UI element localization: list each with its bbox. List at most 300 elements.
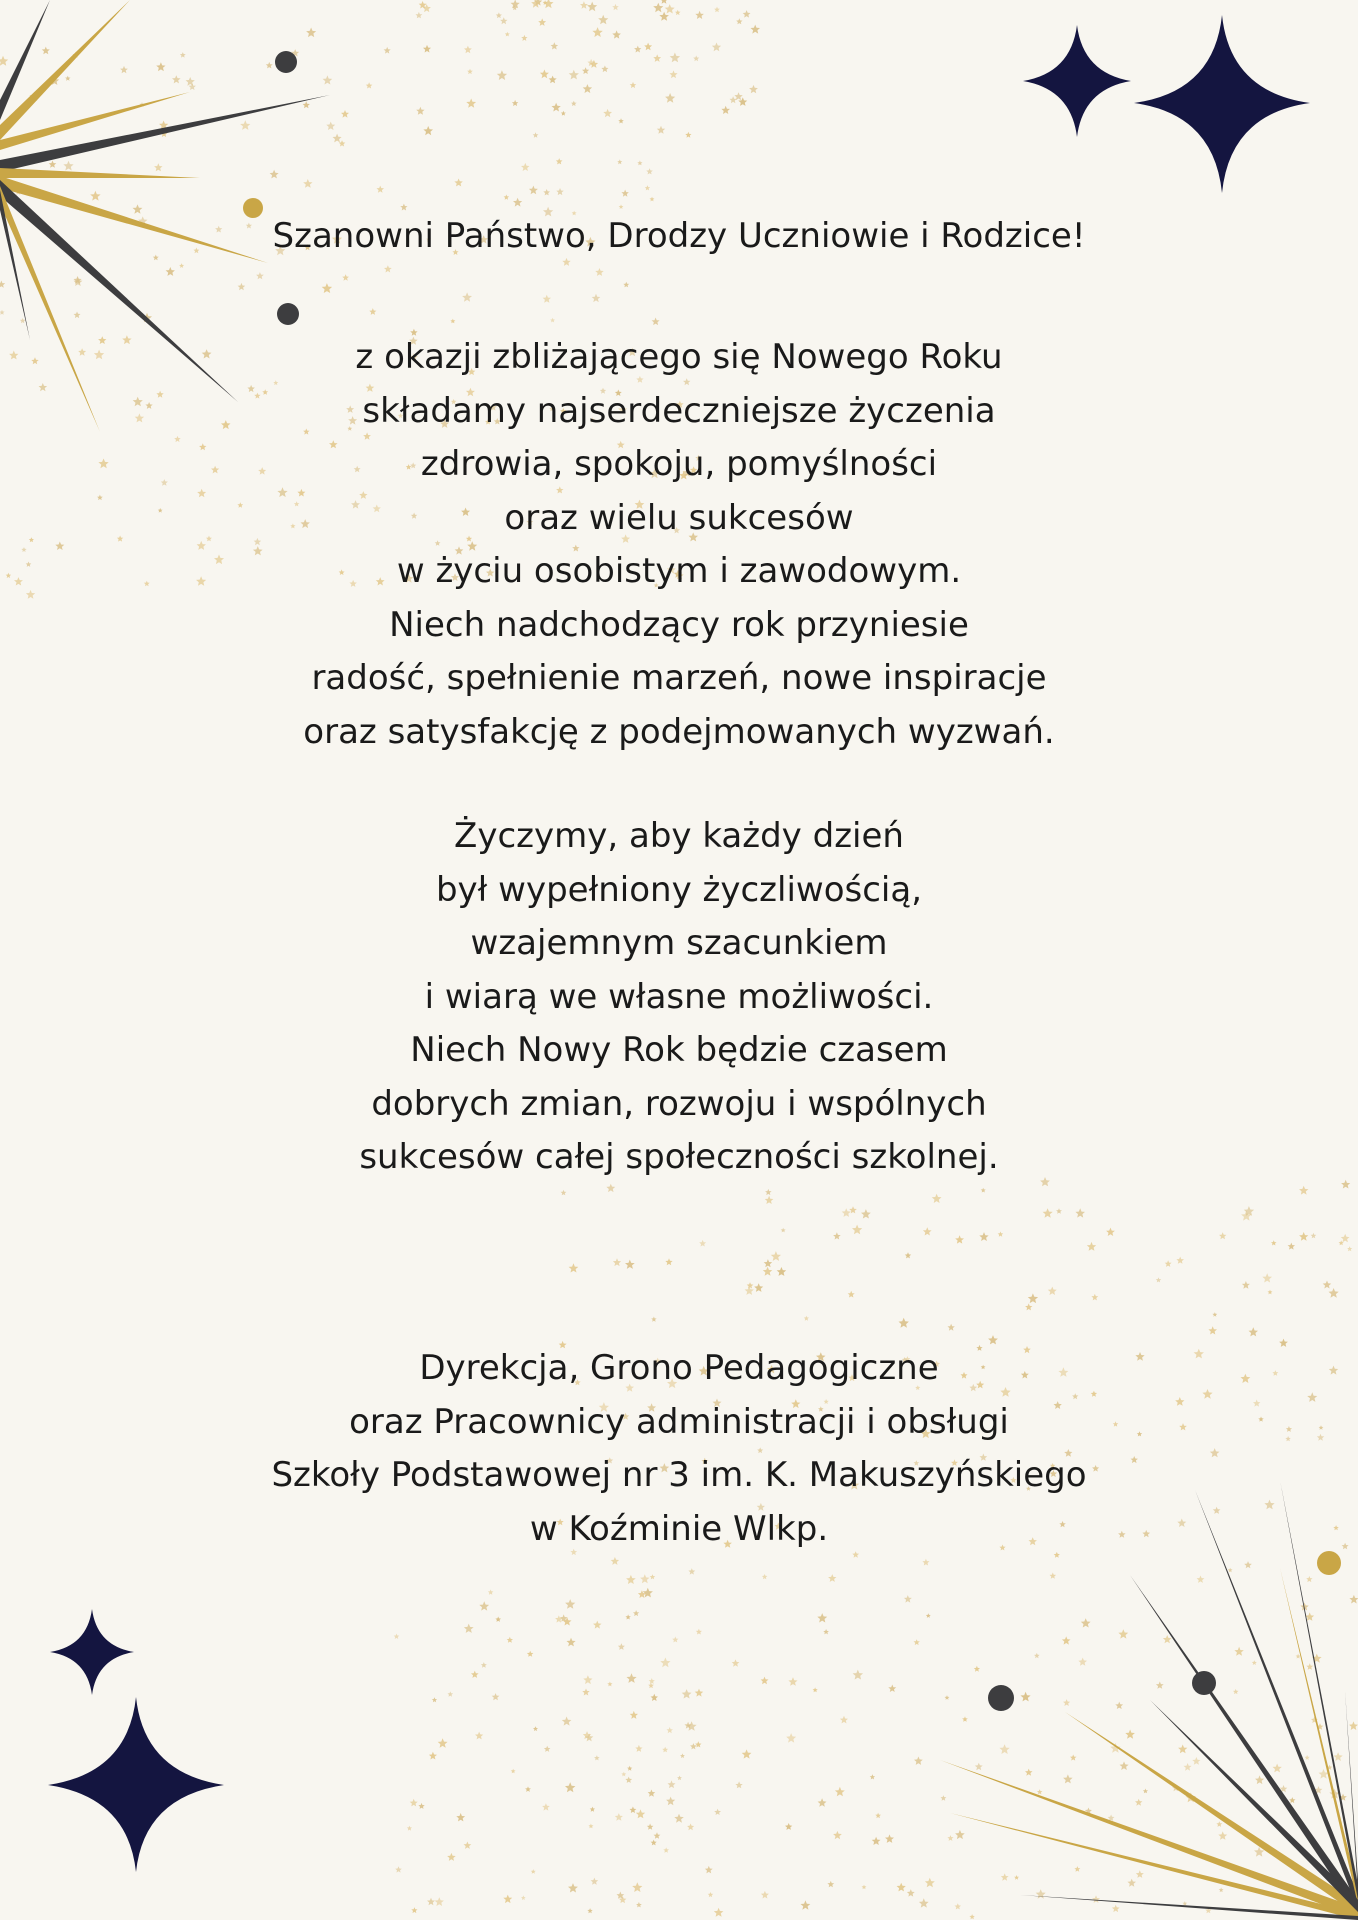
confetti-star-icon: [763, 1267, 773, 1276]
confetti-star-icon: [1036, 1889, 1046, 1899]
confetti-star-icon: [1349, 1595, 1358, 1604]
confetti-star-icon: [626, 1614, 631, 1619]
confetti-star-icon: [550, 318, 555, 323]
confetti-star-icon: [0, 310, 5, 315]
confetti-star-icon: [653, 3, 663, 13]
confetti-star-icon: [339, 140, 346, 146]
confetti-star-icon: [818, 1798, 827, 1807]
confetti-star-icon: [538, 18, 546, 26]
confetti-star-icon: [65, 76, 70, 81]
confetti-star-icon: [507, 1637, 513, 1643]
confetti-star-icon: [1323, 1281, 1332, 1289]
signature-line: Dyrekcja, Grono Pedagogiczne: [419, 1348, 939, 1388]
confetti-star-icon: [418, 1803, 424, 1809]
confetti-star-icon: [1025, 1769, 1033, 1776]
confetti-star-icon: [613, 1258, 621, 1266]
confetti-star-icon: [630, 1711, 638, 1719]
confetti-star-icon: [765, 1189, 772, 1195]
confetti-star-icon: [1056, 1208, 1062, 1214]
confetti-star-icon: [447, 1853, 456, 1861]
confetti-star-icon: [1219, 1888, 1224, 1893]
signature-line: oraz Pracownicy administracji i obsługi: [349, 1401, 1009, 1442]
signature-block: [0, 1342, 1358, 1556]
confetti-star-icon: [669, 70, 677, 78]
confetti-star-icon: [1273, 1764, 1282, 1773]
confetti-star-icon: [410, 1799, 418, 1807]
confetti-star-icon: [341, 110, 349, 118]
confetti-star-icon: [1242, 1281, 1250, 1289]
confetti-star-icon: [619, 204, 624, 209]
confetti-star-icon: [1043, 1208, 1053, 1218]
signature-line: w Koźminie Wlkp.: [529, 1508, 829, 1549]
confetti-star-icon: [823, 1629, 829, 1634]
confetti-star-icon: [154, 163, 162, 171]
confetti-star-icon: [20, 318, 26, 323]
confetti-star-icon: [695, 1689, 704, 1697]
confetti-star-icon: [743, 10, 751, 18]
confetti-star-icon: [650, 197, 655, 202]
confetti-star-icon: [1341, 1234, 1350, 1242]
confetti-star-icon: [1299, 1186, 1308, 1195]
confetti-star-icon: [503, 1895, 512, 1904]
confetti-star-icon: [306, 28, 316, 38]
confetti-star-icon: [1050, 1573, 1057, 1579]
confetti-star-icon: [1163, 1635, 1172, 1643]
confetti-star-icon: [788, 1677, 797, 1686]
confetti-star-icon: [612, 30, 621, 38]
confetti-star-icon: [1156, 1682, 1164, 1689]
confetti-star-icon: [496, 12, 502, 18]
confetti-star-icon: [1135, 1799, 1142, 1806]
confetti-star-icon: [699, 1240, 706, 1247]
confetti-star-icon: [42, 47, 50, 55]
confetti-star-icon: [693, 56, 699, 62]
confetti-star-icon: [914, 1757, 923, 1765]
confetti-star-icon: [471, 1671, 479, 1678]
confetti-star-icon: [561, 1190, 567, 1196]
confetti-star-icon: [590, 1807, 595, 1812]
confetti-star-icon: [549, 76, 557, 84]
confetti-star-icon: [651, 1694, 659, 1701]
confetti-star-icon: [665, 4, 675, 13]
confetti-star-icon: [592, 27, 602, 37]
confetti-star-icon: [531, 1869, 536, 1874]
confetti-star-icon: [589, 1824, 594, 1829]
confetti-star-icon: [1329, 1288, 1339, 1298]
confetti-star-icon: [781, 1228, 786, 1233]
confetti-star-icon: [962, 1716, 968, 1721]
confetti-star-icon: [587, 2, 597, 12]
confetti-star-icon: [1106, 1228, 1115, 1236]
confetti-star-icon: [1063, 1699, 1070, 1706]
confetti-star-icon: [552, 103, 561, 112]
confetti-star-icon: [842, 1208, 851, 1217]
confetti-star-icon: [955, 1903, 962, 1909]
four-point-star-icon: [48, 1697, 224, 1872]
confetti-star-icon: [172, 75, 181, 83]
confetti-star-icon: [504, 195, 510, 200]
confetti-star-icon: [663, 1847, 669, 1852]
confetti-star-icon: [645, 185, 650, 190]
confetti-star-icon: [712, 43, 721, 52]
confetti-star-icon: [521, 1895, 526, 1900]
confetti-star-icon: [270, 170, 279, 179]
confetti-star-icon: [888, 1685, 896, 1693]
confetti-star-icon: [1311, 1233, 1317, 1239]
confetti-star-icon: [654, 1832, 661, 1839]
confetti-star-icon: [907, 1889, 915, 1896]
paragraph-line: Życzymy, aby każdy dzień: [454, 816, 904, 856]
confetti-star-icon: [481, 1662, 487, 1668]
confetti-star-icon: [416, 107, 424, 115]
confetti-star-icon: [607, 1682, 612, 1687]
confetti-star-icon: [833, 1232, 841, 1239]
paragraph-line: był wypełniony życzliwością,: [435, 869, 923, 910]
confetti-star-icon: [969, 1914, 974, 1919]
confetti-star-icon: [568, 1883, 578, 1892]
confetti-star-icon: [1233, 1689, 1239, 1694]
confetti-star-icon: [975, 1763, 983, 1771]
confetti-star-icon: [384, 47, 391, 54]
confetti-star-icon: [615, 1813, 623, 1821]
confetti-star-icon: [1127, 1879, 1136, 1887]
confetti-star-icon: [1182, 1901, 1187, 1906]
confetti-star-icon: [948, 1324, 955, 1331]
confetti-star-icon: [1192, 1757, 1200, 1765]
confetti-star-icon: [1092, 1895, 1100, 1903]
confetti-star-icon: [448, 1691, 454, 1696]
confetti-star-icon: [925, 1878, 935, 1888]
confetti-star-icon: [685, 132, 691, 138]
confetti-star-icon: [511, 1769, 516, 1774]
confetti-star-icon: [904, 1595, 912, 1603]
confetti-star-icon: [649, 1678, 655, 1684]
confetti-star-icon: [1021, 1692, 1031, 1702]
confetti-star-icon: [569, 70, 579, 80]
confetti-star-icon: [1299, 1232, 1308, 1241]
confetti-star-icon: [1120, 1761, 1129, 1770]
confetti-star-icon: [63, 161, 73, 171]
confetti-star-icon: [500, 17, 507, 24]
confetti-star-icon: [1208, 1326, 1217, 1334]
confetti-star-icon: [651, 1840, 657, 1846]
confetti-star-icon: [695, 1741, 701, 1747]
confetti-star-icon: [513, 198, 522, 207]
confetti-star-icon: [266, 62, 273, 69]
confetti-star-icon: [1244, 1561, 1252, 1568]
confetti-star-icon: [1184, 1763, 1192, 1771]
confetti-star-icon: [1347, 1246, 1352, 1251]
confetti-star-icon: [840, 1716, 848, 1724]
confetti-star-icon: [256, 272, 264, 279]
confetti-star-icon: [1165, 1260, 1172, 1267]
confetti-star-icon: [827, 1881, 834, 1887]
confetti-star-icon: [603, 109, 612, 117]
confetti-star-icon: [384, 265, 392, 272]
confetti-star-icon: [979, 1232, 988, 1241]
confetti-star-icon: [591, 1878, 599, 1885]
confetti-star-icon: [238, 283, 246, 290]
confetti-star-icon: [456, 1813, 465, 1821]
confetti-star-icon: [1075, 1208, 1085, 1217]
confetti-star-icon: [998, 1232, 1004, 1237]
confetti-star-icon: [947, 1835, 953, 1841]
confetti-star-icon: [665, 93, 675, 103]
confetti-star-icon: [640, 1574, 649, 1583]
confetti-star-icon: [1070, 1755, 1077, 1761]
confetti-star-icon: [366, 82, 373, 88]
paragraph-line: Niech Nowy Rok będzie czasem: [410, 1030, 948, 1070]
confetti-star-icon: [621, 1772, 626, 1777]
confetti-star-icon: [49, 161, 57, 168]
confetti-star-icon: [427, 1898, 435, 1906]
confetti-star-icon: [662, 1747, 668, 1753]
confetti-star-icon: [1255, 1775, 1264, 1784]
confetti-star-icon: [593, 1621, 602, 1629]
confetti-star-icon: [582, 1689, 589, 1696]
confetti-star-icon: [648, 1790, 656, 1797]
confetti-star-icon: [736, 18, 742, 24]
confetti-star-icon: [416, 12, 423, 18]
confetti-star-icon: [1228, 1568, 1233, 1573]
confetti-star-icon: [762, 1574, 768, 1579]
confetti-star-icon: [627, 1673, 637, 1683]
confetti-star-icon: [1334, 1752, 1343, 1761]
confetti-star-icon: [945, 1695, 950, 1700]
confetti-star-icon: [721, 106, 730, 114]
confetti-star-icon: [714, 1908, 724, 1917]
confetti-star-icon: [529, 186, 538, 195]
paragraph-line: dobrych zmian, rozwoju i wspólnych: [371, 1083, 987, 1124]
confetti-star-icon: [1037, 1789, 1042, 1794]
confetti-star-icon: [632, 1882, 642, 1892]
confetti-star-icon: [1234, 1647, 1243, 1656]
confetti-star-icon: [435, 1897, 444, 1906]
confetti-star-icon: [627, 1766, 632, 1771]
confetti-star-icon: [861, 1209, 871, 1218]
confetti-star-icon: [303, 179, 312, 188]
confetti-star-icon: [897, 1883, 906, 1892]
confetti-star-icon: [835, 1787, 845, 1797]
four-point-star-icon: [1134, 15, 1310, 193]
confetti-star-icon: [1212, 1312, 1217, 1317]
confetti-star-icon: [648, 1683, 654, 1688]
confetti-star-icon: [587, 1908, 592, 1913]
confetti-star-icon: [777, 1267, 787, 1276]
confetti-star-icon: [630, 1807, 637, 1814]
confetti-star-icon: [429, 1752, 437, 1760]
confetti-star-icon: [1034, 1653, 1040, 1658]
confetti-star-icon: [551, 42, 559, 49]
paragraph-line: Niech nadchodzący rok przyniesie: [389, 604, 969, 645]
confetti-star-icon: [544, 1746, 551, 1752]
confetti-star-icon: [672, 1637, 678, 1643]
confetti-star-icon: [754, 1283, 763, 1292]
confetti-star-icon: [885, 1834, 894, 1843]
confetti-star-icon: [505, 32, 510, 37]
confetti-star-icon: [817, 1613, 827, 1622]
confetti-star-icon: [1014, 1875, 1019, 1880]
confetti-star-icon: [630, 82, 637, 88]
confetti-star-icon: [749, 85, 758, 93]
confetti-star-icon: [594, 1755, 600, 1760]
confetti-star-icon: [74, 312, 81, 319]
paragraph-line: oraz satysfakcję z podejmowanych wyzwań.: [303, 711, 1055, 752]
confetti-star-icon: [467, 69, 473, 74]
confetti-star-icon: [1078, 1658, 1087, 1666]
confetti-star-icon: [156, 62, 165, 71]
confetti-star-icon: [395, 1866, 402, 1872]
confetti-star-icon: [1143, 1789, 1148, 1794]
confetti-star-icon: [919, 1898, 929, 1907]
confetti-star-icon: [542, 1803, 550, 1810]
confetti-star-icon: [1262, 1273, 1272, 1282]
confetti-star-icon: [369, 308, 376, 315]
confetti-star-icon: [495, 1617, 501, 1622]
confetti-star-icon: [923, 1227, 932, 1235]
confetti-star-icon: [1296, 1654, 1301, 1659]
confetti-star-icon: [342, 274, 349, 281]
confetti-star-icon: [660, 0, 668, 4]
confetti-star-icon: [556, 158, 563, 164]
confetti-star-icon: [1218, 1831, 1227, 1839]
confetti-star-icon: [464, 46, 472, 54]
confetti-star-icon: [466, 99, 476, 108]
confetti-star-icon: [849, 1206, 857, 1213]
confetti-star-icon: [565, 1599, 575, 1609]
confetti-star-icon: [462, 292, 472, 301]
confetti-star-icon: [533, 132, 539, 137]
confetti-star-icon: [974, 1666, 980, 1672]
four-point-star-icon: [50, 1609, 134, 1695]
confetti-star-icon: [583, 84, 592, 93]
confetti-star-icon: [166, 267, 175, 276]
confetti-star-icon: [667, 1727, 673, 1733]
confetti-star-icon: [674, 1814, 684, 1823]
confetti-star-icon: [623, 282, 629, 288]
confetti-star-icon: [771, 1251, 781, 1261]
confetti-star-icon: [407, 1826, 412, 1831]
confetti-star-icon: [761, 1891, 769, 1899]
confetti-star-icon: [1048, 1287, 1057, 1295]
confetti-star-icon: [1028, 1293, 1038, 1303]
confetti-star-icon: [999, 1744, 1009, 1754]
confetti-star-icon: [326, 122, 335, 130]
confetti-star-icon: [785, 1823, 792, 1830]
confetti-star-icon: [1112, 1905, 1120, 1912]
confetti-star-icon: [617, 159, 622, 164]
confetti-star-icon: [1197, 1576, 1205, 1583]
confetti-star-icon: [488, 1590, 494, 1595]
confetti-star-icon: [732, 1659, 740, 1666]
confetti-star-icon: [464, 1842, 472, 1849]
confetti-star-icon: [621, 190, 628, 197]
confetti-star-icon: [801, 1900, 811, 1909]
confetti-star-icon: [1349, 1721, 1358, 1730]
confetti-star-icon: [747, 1282, 754, 1288]
confetti-star-icon: [680, 1753, 685, 1758]
confetti-star-icon: [179, 263, 184, 268]
paragraph-line: wzajemnym szacunkiem: [470, 923, 888, 963]
confetti-star-icon: [833, 1831, 842, 1839]
paragraph-line: składamy najserdeczniejsze życzenia: [362, 390, 996, 431]
confetti-star-icon: [411, 1907, 417, 1913]
confetti-star-icon: [561, 111, 566, 116]
confetti-star-icon: [543, 295, 551, 303]
confetti-star-icon: [730, 96, 737, 103]
confetti-star-icon: [1289, 1797, 1295, 1803]
confetti-star-icon: [1091, 1294, 1098, 1301]
confetti-star-icon: [569, 1263, 579, 1272]
confetti-star-icon: [438, 1738, 448, 1747]
confetti-star-icon: [922, 1559, 929, 1566]
confetti-star-icon: [852, 1225, 862, 1235]
confetti-star-icon: [571, 101, 577, 106]
confetti-star-icon: [618, 118, 624, 123]
confetti-star-icon: [533, 1726, 538, 1731]
confetti-star-icon: [0, 281, 5, 288]
confetti-star-icon: [751, 25, 761, 34]
confetti-star-icon: [333, 134, 342, 143]
confetti-star-icon: [1176, 1257, 1184, 1264]
confetti-star-icon: [606, 1184, 615, 1192]
confetti-star-icon: [905, 1252, 911, 1258]
signature-line: Szkoły Podstawowej nr 3 im. K. Makuszyńskiego: [271, 1455, 1087, 1495]
confetti-star-icon: [688, 1568, 695, 1574]
four-point-star-icon: [1023, 25, 1131, 137]
confetti-star-icon: [611, 1557, 619, 1565]
confetti-star-icon: [828, 1574, 836, 1582]
confetti-star-icon: [525, 1786, 531, 1792]
confetti-star-icon: [583, 1675, 592, 1684]
paragraph-line: i wiarą we własne możliwości.: [424, 976, 934, 1017]
confetti-star-icon: [322, 283, 332, 293]
confetti-star-icon: [650, 1574, 656, 1579]
confetti-star-icon: [1081, 1618, 1091, 1627]
confetti-star-icon: [899, 1318, 909, 1328]
confetti-star-icon: [598, 15, 608, 25]
confetti-star-icon: [647, 1824, 654, 1830]
confetti-star-icon: [682, 1689, 692, 1698]
confetti-star-icon: [735, 1781, 742, 1788]
confetti-star-icon: [668, 1780, 676, 1788]
confetti-star-icon: [595, 268, 603, 276]
confetti-star-icon: [1288, 1243, 1295, 1250]
confetti-star-icon: [1249, 1327, 1259, 1336]
confetti-star-icon: [926, 1613, 931, 1618]
confetti-star-icon: [618, 1643, 625, 1650]
confetti-star-icon: [637, 160, 642, 165]
confetti-star-icon: [626, 1575, 636, 1584]
confetti-star-icon: [625, 1777, 632, 1783]
confetti-star-icon: [423, 45, 431, 53]
confetti-star-icon: [862, 1885, 867, 1890]
greeting-heading: Szanowni Państwo, Drodzy Uczniowie i Rodzice!: [272, 216, 1086, 256]
paragraph-line: radość, spełnienie marzeń, nowe inspiracje: [311, 658, 1047, 698]
confetti-star-icon: [521, 163, 530, 171]
confetti-star-icon: [1115, 1702, 1123, 1709]
confetti-star-icon: [1062, 1636, 1071, 1644]
confetti-star-icon: [521, 35, 527, 41]
confetti-star-icon: [932, 1194, 942, 1203]
confetti-star-icon: [240, 120, 250, 130]
confetti-star-icon: [454, 179, 462, 187]
confetti-star-icon: [955, 1235, 964, 1243]
confetti-star-icon: [848, 1291, 855, 1298]
confetti-star-icon: [714, 7, 720, 13]
confetti-star-icon: [512, 100, 518, 106]
confetti-star-icon: [633, 1610, 639, 1616]
